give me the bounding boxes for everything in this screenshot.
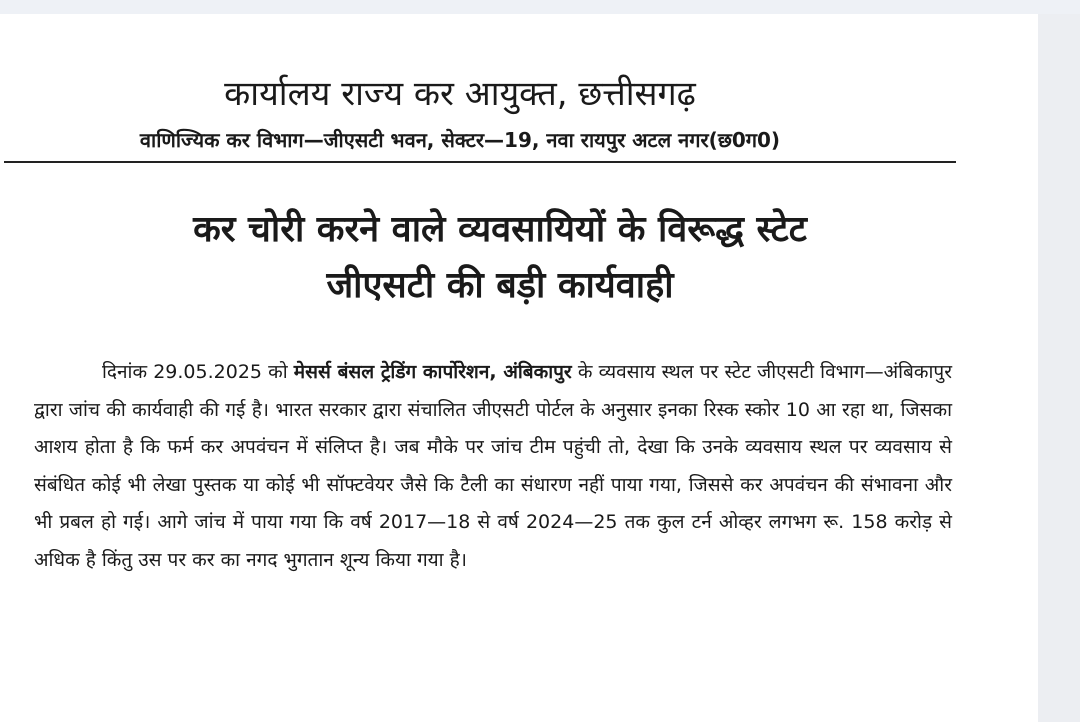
headline <box>60 202 940 314</box>
header-divider <box>4 161 956 163</box>
headline-line-2: जीएसटी की बड़ी कार्यवाही <box>326 265 674 306</box>
body-text-part-1: दिनांक 29.05.2025 को <box>102 361 294 383</box>
document-page <box>0 14 1038 722</box>
headline-line-1: कर चोरी करने वाले व्यवसायियों के विरूद्ध स्टेट <box>193 209 807 250</box>
window-top-band <box>0 0 1080 14</box>
body-paragraph <box>34 354 952 580</box>
scroll-area[interactable] <box>1038 14 1080 722</box>
office-address: वाणिज्यिक कर विभाग—जीएसटी भवन, सेक्टर—19, नवा रायपुर अटल नगर(छ0ग0) <box>139 128 781 152</box>
firm-name: मेसर्स बंसल ट्रेडिंग कार्पोरेशन, अंबिकापुर <box>293 361 572 383</box>
office-title: कार्यालय राज्य कर आयुक्त, छत्तीसगढ़ <box>224 74 696 114</box>
body-text-part-2: के व्यवसाय स्थल पर स्टेट जीएसटी विभाग—अंबिकापुर द्वारा जांच की कार्यवाही की गई है। भारत सरकार द्वारा संचालित जीएसटी पोर्टल के अनुसार इनका रिस्क स्कोर 10 आ रहा था, जिसका आशय होता है कि फर्म कर अपवंचन में संलिप्त है। जब मौके पर जांच टीम पहुंची तो, देखा कि उनके व्यवसाय स्थल पर व्यवसाय से संबंधित कोई भी लेखा पुस्तक या कोई भी सॉफ्टवेयर जैसे कि टैली का संधारण नहीं पाया गया, जिससे कर अपवंचन की संभावना और भी प्रबल हो गई। आगे जांच में पाया गया कि वर्ष 2017—18 से वर्ष 2024—25 तक कुल टर्न ओव्हर लगभग रू. 158 करोड़ से अधिक है किंतु उस पर कर का नगद भुगतान शून्य किया गया है। <box>34 361 952 571</box>
